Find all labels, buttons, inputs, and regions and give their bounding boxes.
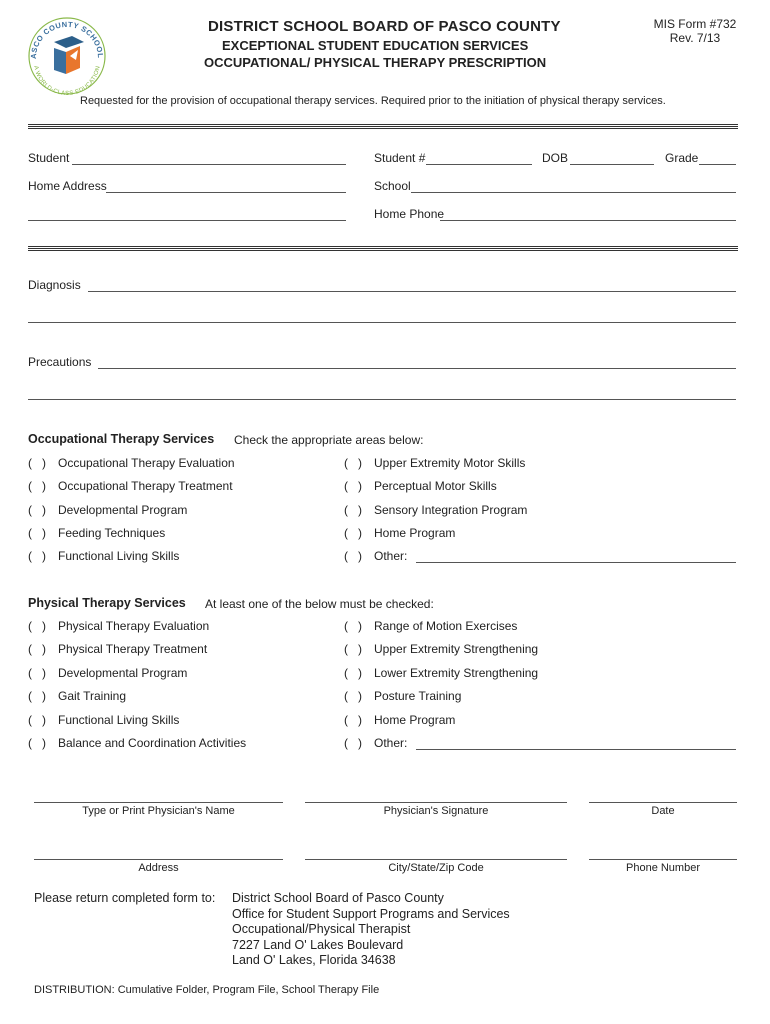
checkbox-paren-close: ) <box>42 549 46 564</box>
form-number: MIS Form #732 <box>653 17 737 31</box>
checkbox[interactable] <box>344 689 362 703</box>
pt-option <box>28 619 328 635</box>
pt-option <box>344 713 738 729</box>
checkbox-paren-open: ( <box>344 642 348 657</box>
checkbox[interactable] <box>28 736 46 750</box>
option-label: Functional Living Skills <box>58 549 180 564</box>
checkbox[interactable] <box>344 619 362 633</box>
diagnosis-label: Diagnosis <box>28 278 81 292</box>
grade-label: Grade <box>665 151 699 165</box>
checkbox-paren-close: ) <box>358 619 362 633</box>
option-label: Physical Therapy Treatment <box>58 642 208 657</box>
option-label: Gait Training <box>58 689 127 704</box>
pt-heading: Physical Therapy Services <box>28 596 186 610</box>
checkbox[interactable] <box>344 456 362 470</box>
return-address-line: Land O' Lakes, Florida 34638 <box>232 953 396 967</box>
ot-option <box>28 479 328 495</box>
home-phone-label: Home Phone <box>374 207 445 221</box>
return-address <box>232 891 510 969</box>
other-field[interactable] <box>416 562 736 563</box>
ot-option <box>28 549 328 565</box>
checkbox-paren-open: ( <box>28 456 32 470</box>
checkbox-paren-open: ( <box>344 502 348 517</box>
logo-text-top: ASCO COUNTY SCHOOL <box>28 19 106 60</box>
dob-label: DOB <box>542 151 569 165</box>
checkbox-paren-open: ( <box>344 619 348 633</box>
option-label: Upper Extremity Motor Skills <box>374 456 526 470</box>
checkbox-paren-open: ( <box>344 549 348 564</box>
ot-instruction: Check the appropriate areas below: <box>234 433 424 447</box>
checkbox-paren-open: ( <box>28 665 32 680</box>
logo-text-bottom: A WORLD-CLASS EDUCATION <box>32 65 102 98</box>
checkbox-paren-open: ( <box>28 525 32 540</box>
city-state-zip-label: City/State/Zip Code <box>388 862 484 874</box>
checkbox[interactable] <box>28 642 46 656</box>
precautions-field-2[interactable] <box>28 399 736 400</box>
separator <box>28 124 738 130</box>
physician-signature-label: Physician's Signature <box>383 805 489 817</box>
ot-option <box>344 456 738 472</box>
option-label: Lower Extremity Strengthening <box>374 665 539 680</box>
checkbox[interactable] <box>28 479 46 493</box>
checkbox-paren-open: ( <box>28 502 32 517</box>
checkbox-paren-open: ( <box>344 665 348 680</box>
checkbox-paren-open: ( <box>28 689 32 704</box>
home-address-field-2[interactable] <box>28 220 346 221</box>
form-title: DISTRICT SCHOOL BOARD OF PASCO COUNTY <box>208 18 561 35</box>
pt-option <box>28 666 328 682</box>
option-label: Other: <box>374 549 408 564</box>
checkbox-paren-close: ) <box>358 479 362 494</box>
checkbox-paren-close: ) <box>42 479 46 494</box>
student-number-label: Student # <box>374 151 426 165</box>
checkbox-paren-close: ) <box>358 689 362 704</box>
form-subtitle-ese: EXCEPTIONAL STUDENT EDUCATION SERVICES <box>222 38 529 53</box>
option-label: Functional Living Skills <box>58 712 180 727</box>
return-address-line: Occupational/Physical Therapist <box>232 922 411 936</box>
checkbox-paren-close: ) <box>358 642 362 657</box>
checkbox-paren-close: ) <box>358 736 362 750</box>
home-address-field[interactable] <box>106 192 346 193</box>
pt-option <box>344 689 738 705</box>
checkbox-paren-open: ( <box>28 736 32 750</box>
option-label: Occupational Therapy Evaluation <box>58 456 235 470</box>
dob-field[interactable] <box>570 164 654 165</box>
option-label: Feeding Techniques <box>58 525 166 540</box>
ot-option <box>28 503 328 519</box>
checkbox[interactable] <box>344 713 362 727</box>
checkbox[interactable] <box>344 666 362 680</box>
checkbox-paren-open: ( <box>344 689 348 704</box>
return-address-line: District School Board of Pasco County <box>232 891 444 905</box>
checkbox-paren-close: ) <box>358 456 362 470</box>
checkbox-paren-close: ) <box>358 549 362 564</box>
checkbox-paren-open: ( <box>28 479 32 494</box>
checkbox-paren-open: ( <box>344 479 348 494</box>
option-label: Posture Training <box>374 689 462 704</box>
checkbox[interactable] <box>28 456 46 470</box>
student-number-field[interactable] <box>426 164 532 165</box>
checkbox-paren-close: ) <box>358 665 362 680</box>
checkbox-paren-close: ) <box>358 525 362 540</box>
checkbox[interactable] <box>344 736 362 750</box>
checkbox[interactable] <box>28 503 46 517</box>
checkbox-paren-open: ( <box>28 619 32 633</box>
checkbox-paren-close: ) <box>42 525 46 540</box>
option-label: Balance and Coordination Activities <box>58 736 247 750</box>
return-address-line: Office for Student Support Programs and Services <box>232 906 510 921</box>
checkbox-paren-open: ( <box>344 456 348 470</box>
address-field[interactable] <box>34 859 283 860</box>
option-label: Sensory Integration Program <box>374 502 528 517</box>
checkbox-paren-close: ) <box>358 712 362 727</box>
checkbox[interactable] <box>28 619 46 633</box>
checkbox[interactable] <box>344 479 362 493</box>
pt-instruction: At least one of the below must be checked: <box>205 597 434 611</box>
physician-name-label: Type or Print Physician's Name <box>82 805 235 817</box>
checkbox[interactable] <box>28 713 46 727</box>
checkbox-paren-close: ) <box>42 689 46 704</box>
ot-option <box>344 503 738 519</box>
district-logo <box>22 10 112 100</box>
home-address-label: Home Address <box>28 179 107 193</box>
checkbox-paren-close: ) <box>42 642 46 657</box>
phone-number-field[interactable] <box>589 859 737 860</box>
separator <box>28 246 738 252</box>
option-label: Other: <box>374 736 408 750</box>
ot-option <box>344 479 738 495</box>
diagnosis-field[interactable] <box>88 291 736 292</box>
ot-option <box>28 526 328 542</box>
diagnosis-field-2[interactable] <box>28 322 736 323</box>
checkbox-paren-open: ( <box>344 712 348 727</box>
checkbox[interactable] <box>344 642 362 656</box>
ot-option <box>28 456 328 472</box>
form-revision: Rev. 7/13 <box>669 31 721 45</box>
pt-option <box>28 736 328 752</box>
option-label: Upper Extremity Strengthening <box>374 642 539 657</box>
home-phone-field[interactable] <box>440 220 736 221</box>
date-label: Date <box>651 805 675 817</box>
other-field[interactable] <box>416 749 736 750</box>
checkbox-paren-close: ) <box>42 665 46 680</box>
checkbox[interactable] <box>344 549 362 563</box>
physician-signature-field[interactable] <box>305 802 567 803</box>
school-label: School <box>374 179 411 193</box>
checkbox[interactable] <box>28 689 46 703</box>
date-field[interactable] <box>589 802 737 803</box>
return-label: Please return completed form to: <box>34 891 216 905</box>
precautions-field[interactable] <box>98 368 736 369</box>
address-label: Address <box>138 862 179 874</box>
checkbox[interactable] <box>28 666 46 680</box>
option-label: Perceptual Motor Skills <box>374 479 497 494</box>
option-label: Occupational Therapy Treatment <box>58 479 233 494</box>
pt-option <box>28 642 328 658</box>
distribution-text: DISTRIBUTION: Cumulative Folder, Program File, School Therapy File <box>34 984 380 996</box>
intro-text: Requested for the provision of occupational therapy services. Required prior to the initiation of physical therapy services. <box>80 95 666 107</box>
physician-name-field[interactable] <box>34 802 283 803</box>
pt-option <box>28 689 328 705</box>
student-field[interactable] <box>72 164 346 165</box>
checkbox-paren-open: ( <box>344 736 348 750</box>
checkbox[interactable] <box>28 526 46 540</box>
pt-option <box>344 736 738 752</box>
option-label: Home Program <box>374 712 456 727</box>
checkbox-paren-open: ( <box>344 525 348 540</box>
checkbox-paren-open: ( <box>28 712 32 727</box>
option-label: Developmental Program <box>58 502 188 517</box>
student-label: Student <box>28 151 70 165</box>
checkbox-paren-open: ( <box>28 549 32 564</box>
checkbox[interactable] <box>28 549 46 563</box>
ot-option <box>344 549 738 565</box>
checkbox-paren-close: ) <box>42 456 46 470</box>
option-label: Developmental Program <box>58 665 188 680</box>
option-label: Range of Motion Exercises <box>374 619 518 633</box>
pt-option <box>28 713 328 729</box>
grade-field[interactable] <box>699 164 736 165</box>
precautions-label: Precautions <box>28 355 92 369</box>
ot-heading: Occupational Therapy Services <box>28 432 215 446</box>
school-field[interactable] <box>411 192 736 193</box>
checkbox[interactable] <box>344 526 362 540</box>
checkbox-paren-close: ) <box>42 502 46 517</box>
checkbox-paren-close: ) <box>358 502 362 517</box>
phone-number-label: Phone Number <box>626 862 700 874</box>
return-address-line: 7227 Land O' Lakes Boulevard <box>232 937 404 952</box>
form-subtitle-prescription: OCCUPATIONAL/ PHYSICAL THERAPY PRESCRIPTION <box>204 55 547 70</box>
option-label: Physical Therapy Evaluation <box>58 619 210 633</box>
checkbox-paren-close: ) <box>42 712 46 727</box>
pt-option <box>344 642 738 658</box>
city-state-zip-field[interactable] <box>305 859 567 860</box>
ot-option <box>344 526 738 542</box>
checkbox-paren-close: ) <box>42 736 46 750</box>
checkbox-paren-open: ( <box>28 642 32 657</box>
option-label: Home Program <box>374 525 456 540</box>
pt-option <box>344 666 738 682</box>
pt-option <box>344 619 738 635</box>
checkbox[interactable] <box>344 503 362 517</box>
checkbox-paren-close: ) <box>42 619 46 633</box>
